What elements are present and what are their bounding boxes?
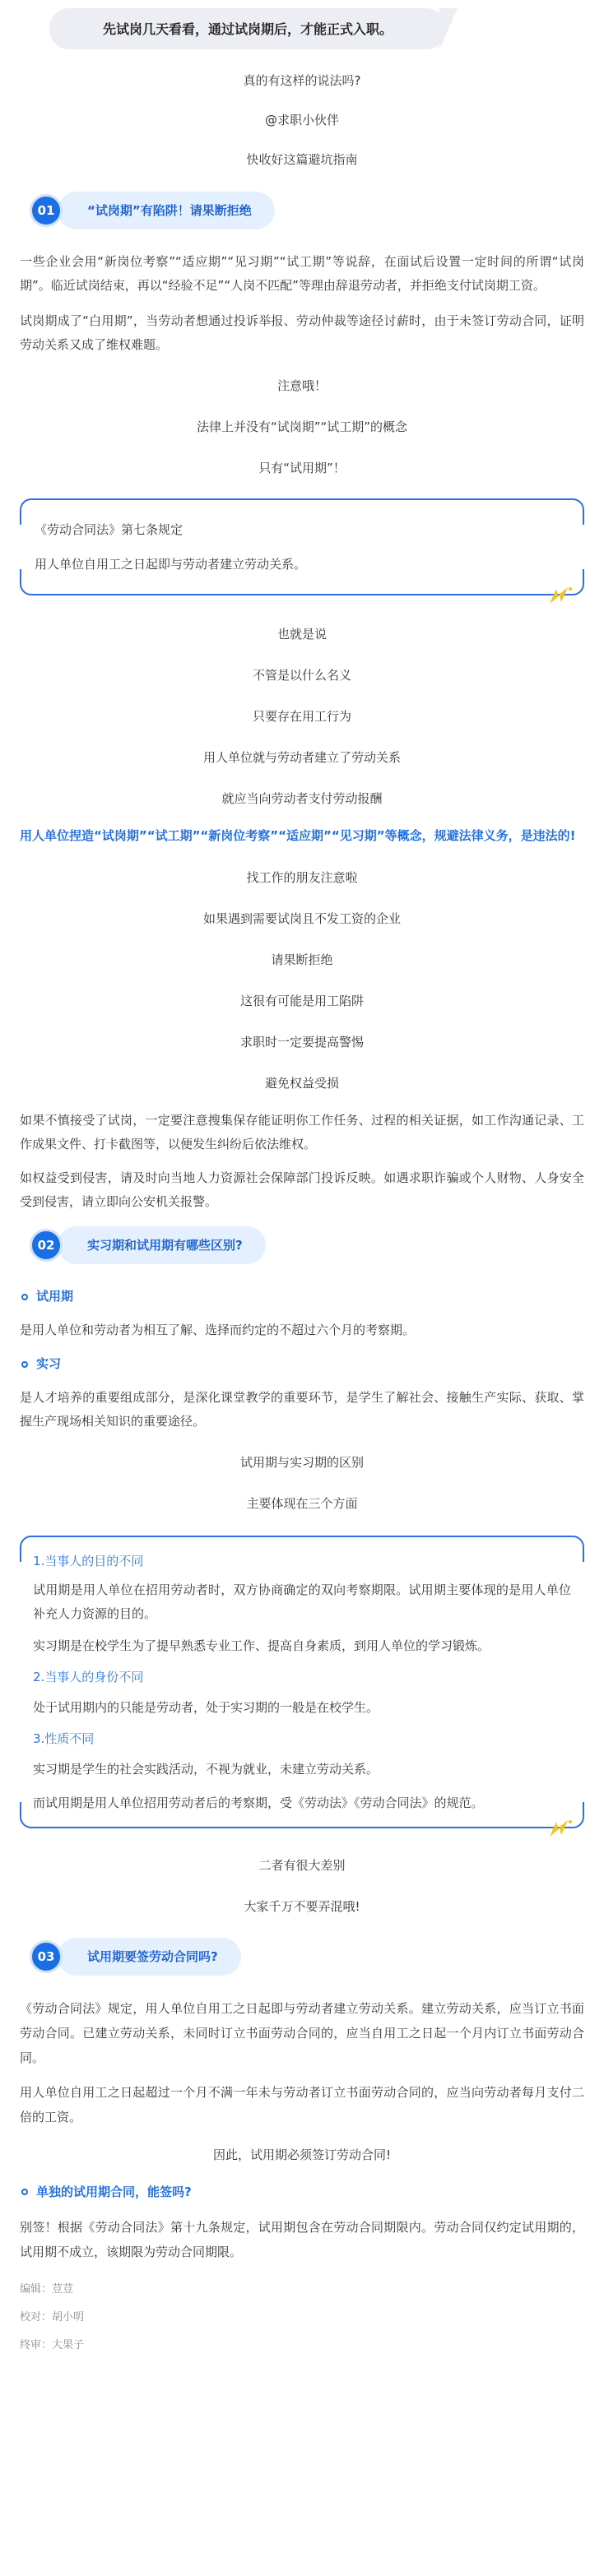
note-line-3: 只有“试用期”！ (258, 461, 346, 475)
summary-line-5: 就应当向劳动者支付劳动报酬 (221, 791, 383, 806)
bullet-icon (21, 1361, 28, 1368)
difference-line-2: 主要体现在三个方面 (246, 1496, 358, 1511)
difference-heading-1: 1.当事人的目的不同 (33, 1554, 144, 1568)
law-quote-text: 用人单位自用工之日起即与劳动者建立劳动关系。 (35, 557, 307, 572)
sub-heading-probation (20, 1285, 584, 1309)
section-1-heading (30, 186, 584, 235)
section-3-conclusion: 因此，试用期必须签订劳动合同! (212, 2147, 391, 2162)
sub-heading-separate-contract-label: 单独的试用期合同，能签吗? (36, 2185, 192, 2199)
section-3-paragraph-1: 《劳动合同法》规定，用人单位自用工之日起即与劳动者建立劳动关系。建立劳动关系，应当订立书面劳动合同。已建立劳动关系，未同时订立书面劳动合同的，应当自用工之日起一个月内订立书面劳动合同。 (20, 2001, 584, 2065)
summary-line-2: 不管是以什么名义 (252, 668, 351, 683)
summary-line-3: 只要存在用工行为 (252, 709, 351, 724)
warning-line-3: 请果断拒绝 (271, 952, 333, 967)
section-3-paragraph-2: 用人单位自用工之日起超过一个月不满一年未与劳动者订立书面劳动合同的，应当向劳动者每月支付二倍的工资。 (20, 2085, 584, 2124)
warning-line-1: 找工作的朋友注意啦 (246, 870, 358, 885)
sparkle-icon (545, 1817, 574, 1838)
section-2-number: 02 (30, 1229, 63, 1262)
section-3-title: 试用期要签劳动合同吗? (58, 1938, 241, 1976)
section-2-title: 实习期和试用期有哪些区别? (58, 1226, 266, 1264)
law-quote-title: 《劳动合同法》第七条规定 (35, 522, 184, 537)
probation-definition: 是用人单位和劳动者为相互了解、选择而约定的不超过六个月的考察期。 (20, 1323, 416, 1337)
sub-heading-separate-contract (20, 2175, 584, 2208)
difference-heading-3: 3.性质不同 (33, 1731, 95, 1746)
footer-proofreader: 校对：胡小明 (20, 2311, 85, 2323)
footer-editor: 编辑：荳荳 (20, 2283, 74, 2296)
bullet-icon (21, 2189, 28, 2195)
note-line-2: 法律上并没有“试岗期”“试工期”的概念 (196, 419, 408, 434)
difference-text-2: 处于试用期内的只能是劳动者，处于实习期的一般是在校学生。 (33, 1700, 379, 1715)
article (0, 8, 604, 2376)
separate-contract-answer: 别签！根据《劳动合同法》第十九条规定，试用期包含在劳动合同期限内。劳动合同仅约定试用期的，试用期不成立，该期限为劳动合同期限。 (20, 2220, 584, 2259)
after-line-1: 二者有很大差别 (258, 1858, 346, 1873)
intro-line-1: 真的有这样的说法吗? (243, 73, 361, 88)
difference-text-1b: 实习期是在校学生为了提早熟悉专业工作、提高自身素质，到用人单位的学习锻炼。 (33, 1638, 490, 1653)
section-3-number: 03 (30, 1940, 63, 1973)
top-banner: 先试岗几天看看，通过试岗期后，才能正式入职。 (49, 8, 446, 49)
difference-heading-2: 2.当事人的身份不同 (33, 1670, 144, 1684)
summary-line-1: 也就是说 (276, 627, 327, 642)
sub-heading-internship (20, 1352, 584, 1376)
law-quote-box (20, 498, 584, 595)
after-line-2: 大家千万不要弄混哦! (244, 1899, 360, 1914)
warning-line-6: 避免权益受损 (264, 1076, 339, 1091)
internship-definition: 是人才培养的重要组成部分，是深化课堂教学的重要环节，是学生了解社会、接触生产实际、获取、掌握生产现场相关知识的重要途径。 (20, 1390, 584, 1429)
difference-text-1a: 试用期是用人单位在招用劳动者时，双方协商确定的双向考察期限。试用期主要体现的是用人单位补充人力资源的目的。 (33, 1582, 571, 1621)
sparkle-icon (545, 584, 574, 605)
sub-heading-probation-label: 试用期 (36, 1289, 74, 1304)
intro-line-3: 快收好这篇避坑指南 (246, 152, 358, 167)
section-2-heading (30, 1221, 584, 1270)
section-1-paragraph-2: 试岗期成了“白用期”，当劳动者想通过投诉举报、劳动仲裁等途径讨薪时，由于未签订劳动合同，证明劳动关系又成了维权难题。 (20, 313, 584, 352)
intro-line-2: @求职小伙伴 (264, 113, 339, 127)
sub-heading-internship-label: 实习 (36, 1356, 62, 1371)
section-1-paragraph-4: 如权益受到侵害，请及时向当地人力资源社会保障部门投诉反映。如遇求职诈骗或个人财物、人身安全受到侵害，请立即向公安机关报警。 (20, 1170, 584, 1209)
section-1-paragraph-3: 如果不慎接受了试岗，一定要注意搜集保存能证明你工作任务、过程的相关证据，如工作沟通记录、工作成果文件、打卡截图等，以便发生纠纷后依法维权。 (20, 1113, 584, 1151)
warning-line-5: 求职时一定要提高警惕 (239, 1035, 364, 1049)
illegal-highlight: 用人单位捏造“试岗期”“试工期”“新岗位考察”“适应期”“见习期”等概念，规避法律义务，是违法的! (20, 828, 576, 843)
section-1-number: 01 (30, 194, 63, 227)
differences-box (20, 1536, 584, 1828)
section-1-paragraph-1: 一些企业会用“新岗位考察”“适应期”“见习期”“试工期”等说辞，在面试后设置一定时间的所谓“试岗期”。临近试岗结束，再以“经验不足”“人岗不匹配”等理由辞退劳动者，并拒绝支付试岗期工资。 (20, 254, 584, 293)
bullet-icon (21, 1294, 28, 1300)
difference-line-1: 试用期与实习期的区别 (239, 1455, 364, 1470)
section-1-title: “试岗期”有陷阱！请果断拒绝 (58, 192, 275, 229)
difference-text-3a: 实习期是学生的社会实践活动，不视为就业，未建立劳动关系。 (33, 1762, 379, 1777)
warning-line-2: 如果遇到需要试岗且不发工资的企业 (202, 911, 401, 926)
note-line-1: 注意哦！ (276, 378, 327, 393)
section-3-heading (30, 1932, 584, 1981)
summary-line-4: 用人单位就与劳动者建立了劳动关系 (202, 750, 401, 765)
warning-line-4: 这很有可能是用工陷阱 (239, 994, 364, 1008)
footer-final-reviewer: 终审：大果子 (20, 2339, 85, 2351)
difference-text-3b: 而试用期是用人单位招用劳动者后的考察期，受《劳动法》《劳动合同法》的规范。 (33, 1795, 484, 1810)
